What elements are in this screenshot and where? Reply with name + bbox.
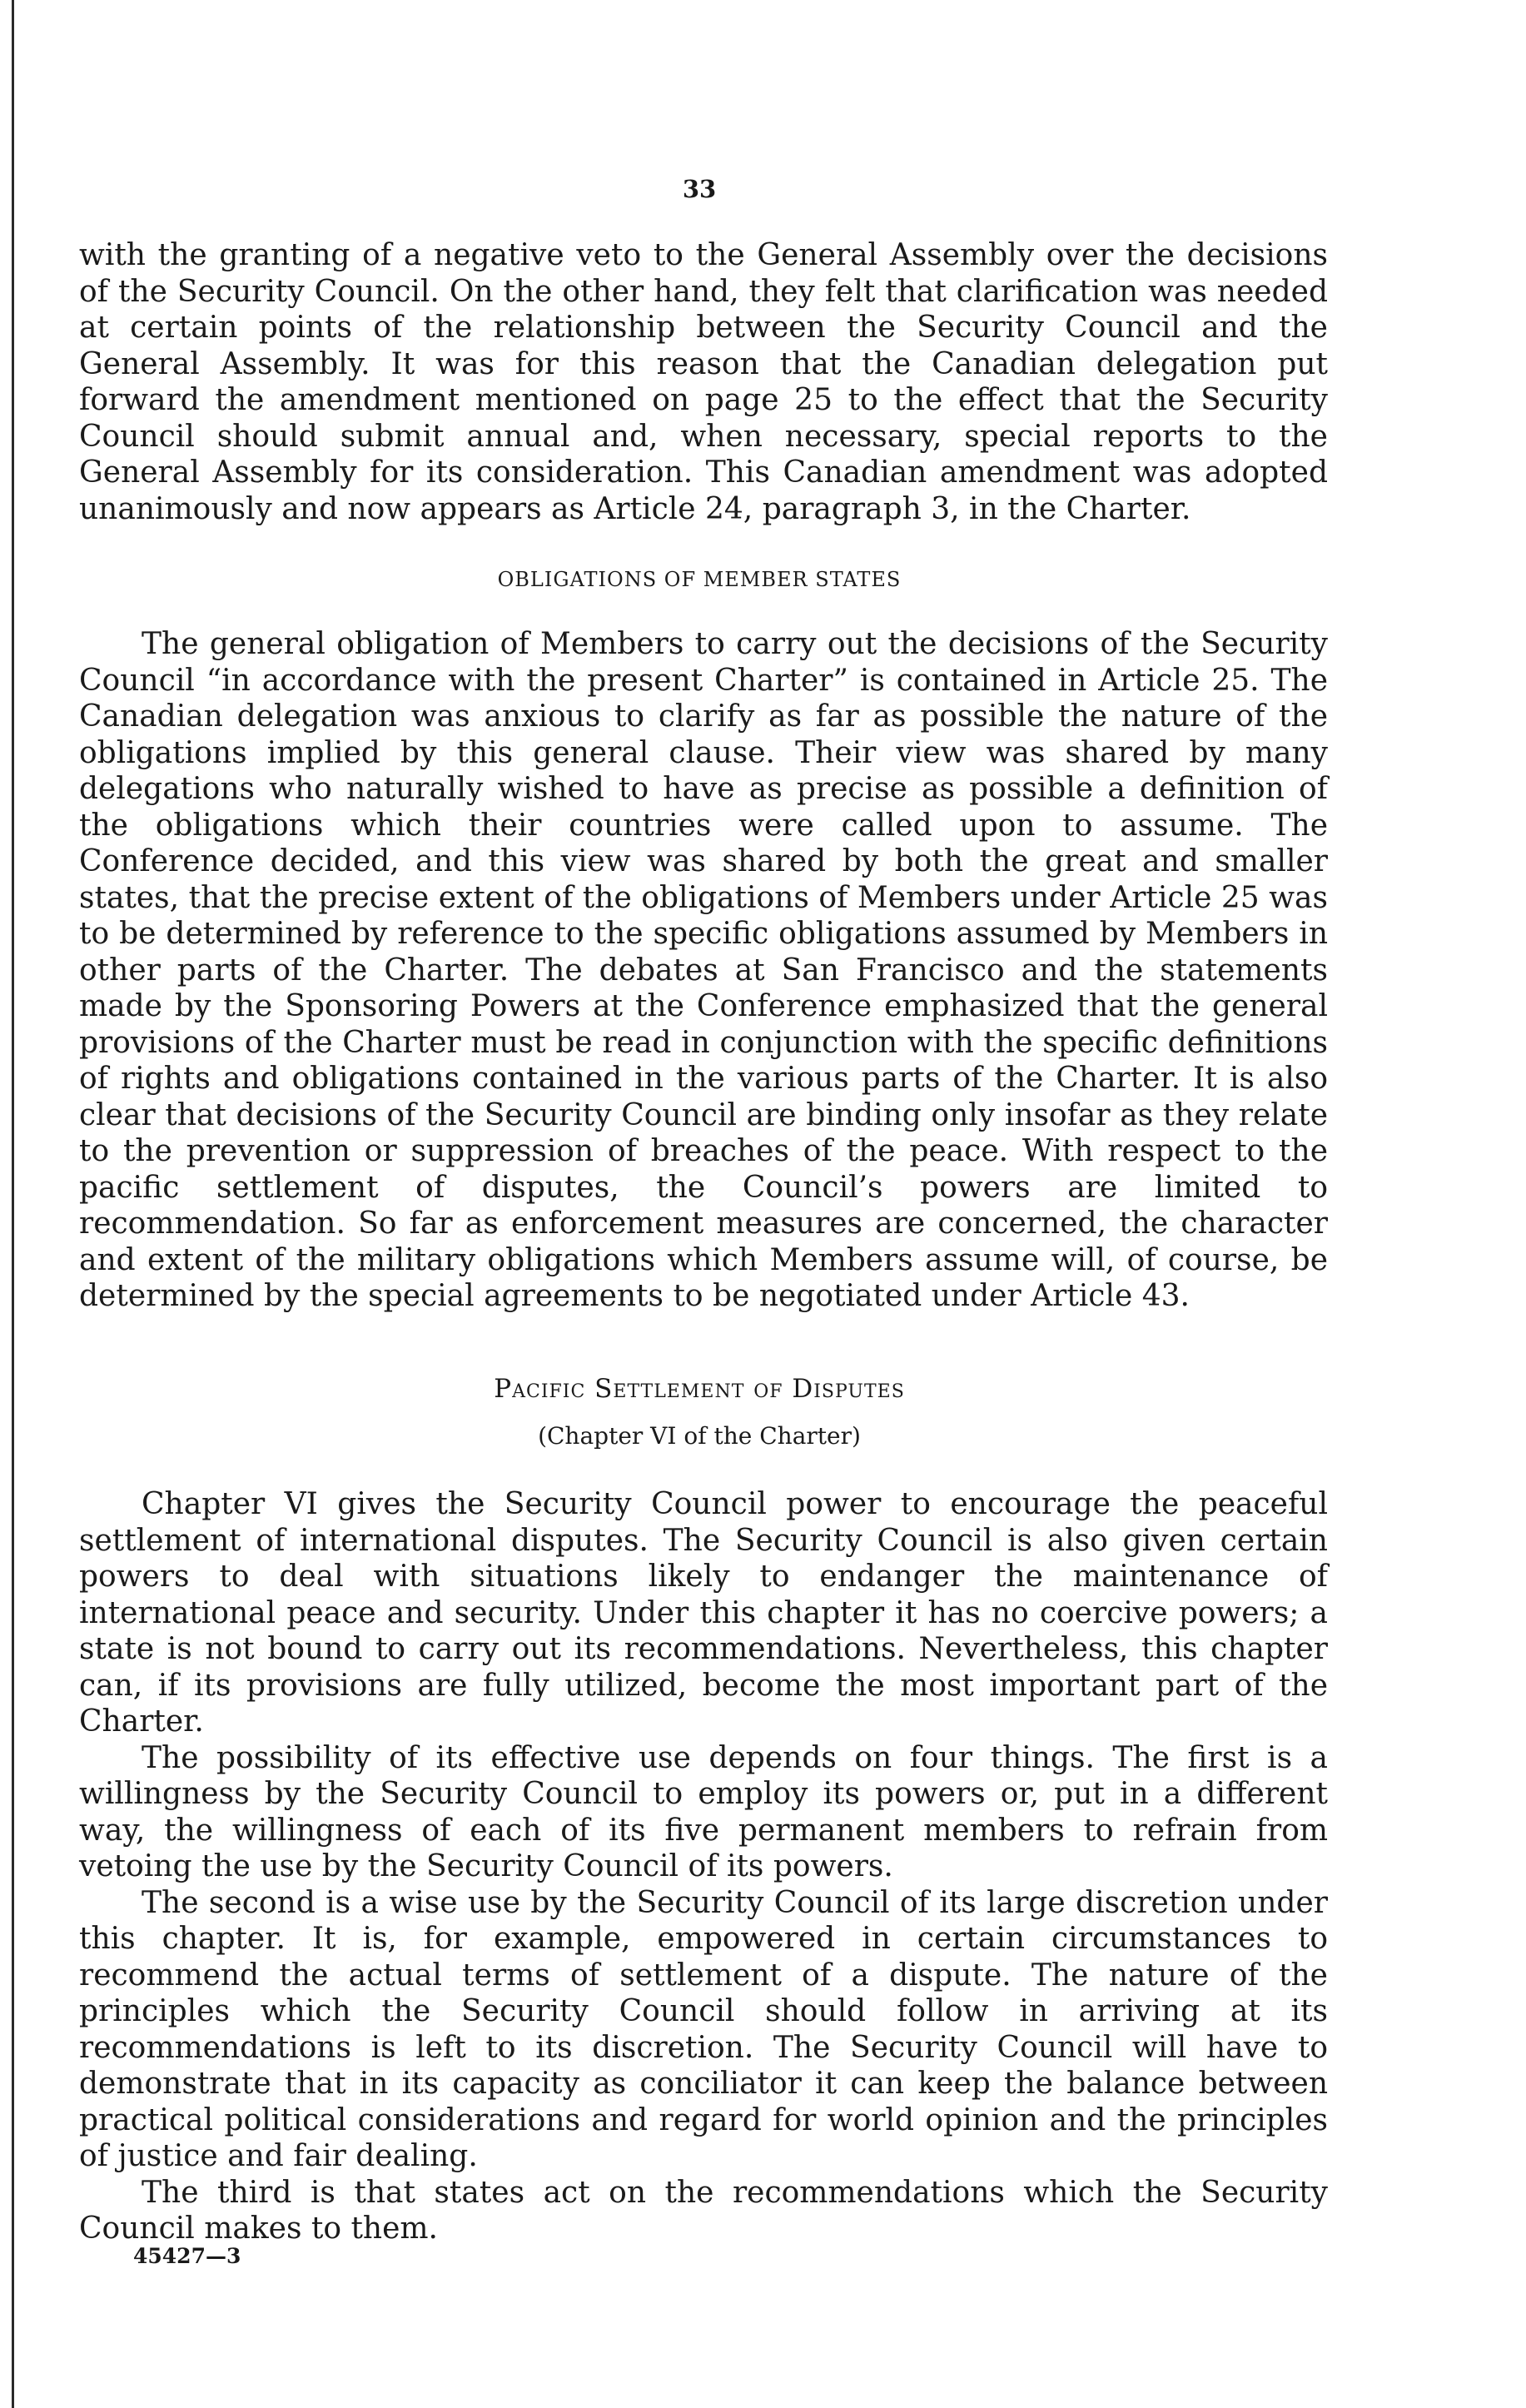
page-number: 33 (682, 175, 717, 203)
print-code: 45427—3 (133, 2244, 241, 2268)
section-heading-pacific-settlement: Pacific Settlement of Disputes (494, 1374, 905, 1404)
paragraph-obligations: The general obligation of Members to carry out the decisions of the Security Council “in accordance with the present Charter” is contained in Article 25. The Canadian delegation was anxious to clarify as far as possible the nature of the obligations implied by this general clause. Their view was shared by many delegations who naturally wished to have as precise as possible a definition of the obligations which their countries were called upon to assume. The Conference decided, and this view was shared by both the great and smaller states, that the precise extent of the obligations of Members under Article 25 was to be determined by reference to the specific obligations assumed by Members in other parts of the Charter. The debates at San Francisco and the statements made by the Sponsoring Powers at the Conference emphasized that the general provisions of the Charter must be read in conjunction with the specific definitions of rights and obligations contained in the various parts of the Charter. It is also clear that decisions of the Security Council are binding only insofar as they relate to the prevention or suppression of breaches of the peace. With respect to the pacific settlement of disputes, the Council’s powers are limited to recommendation. So far as enforcement measures are concerned, the character and extent of the military obligations which Members assume will, of course, be determined by the special agreements to be negotiated under Article 43. (79, 627, 1328, 1313)
paragraph-chapter-vi: Chapter VI gives the Security Council power to encourage the peaceful settlement of international disputes. The Security Council is also given certain powers to deal with situations likely to endanger the maintenance of international peace and security. Under this chapter it has no coercive powers; a state is not bound to carry out its recommendations. Nevertheless, this chapter can, if its provisions are fully utilized, become the most important part of the Charter. (79, 1487, 1328, 1739)
paragraph-second: The second is a wise use by the Security Council of its large discretion under this chapter. It is, for example, empowered in certain circumstances to recommend the actual terms of settlement of a dispute. The nature of the principles which the Security Council should follow in arriving at its recommendations is left to its discretion. The Security Council will have to demonstrate that in its capacity as conciliator it can keep the balance between practical political considerations and regard for world opinion and the principles of justice and fair dealing. (79, 1885, 1328, 2173)
paragraph-intro: with the granting of a negative veto to the General Assembly over the decisions of the Security Council. On the other hand, they felt that clarification was needed at certain points of the relationship between the Security Council and the General Assembly. It was for this reason that the Canadian delegation put forward the amendment mentioned on page 25 to the effect that the Security Council should submit annual and, when necessary, special reports to the General Assembly for its consideration. This Canadian amendment was adopted unanimously and now appears as Article 24, paragraph 3, in the Charter. (79, 238, 1328, 526)
paragraph-four-things: The possibility of its effective use depends on four things. The first is a willingness by the Security Council to employ its powers or, put in a different way, the willingness of each of its five permanent members to refrain from vetoing the use by the Security Council of its powers. (79, 1740, 1328, 1883)
pacific-settlement-body (0, 1486, 1328, 2247)
section-subheading-chapter: (Chapter VI of the Charter) (538, 1422, 861, 1450)
section-heading-obligations: OBLIGATIONS OF MEMBER STATES (497, 568, 902, 591)
paragraph-third: The third is that states act on the recommendations which the Security Council makes to them. (79, 2175, 1328, 2246)
